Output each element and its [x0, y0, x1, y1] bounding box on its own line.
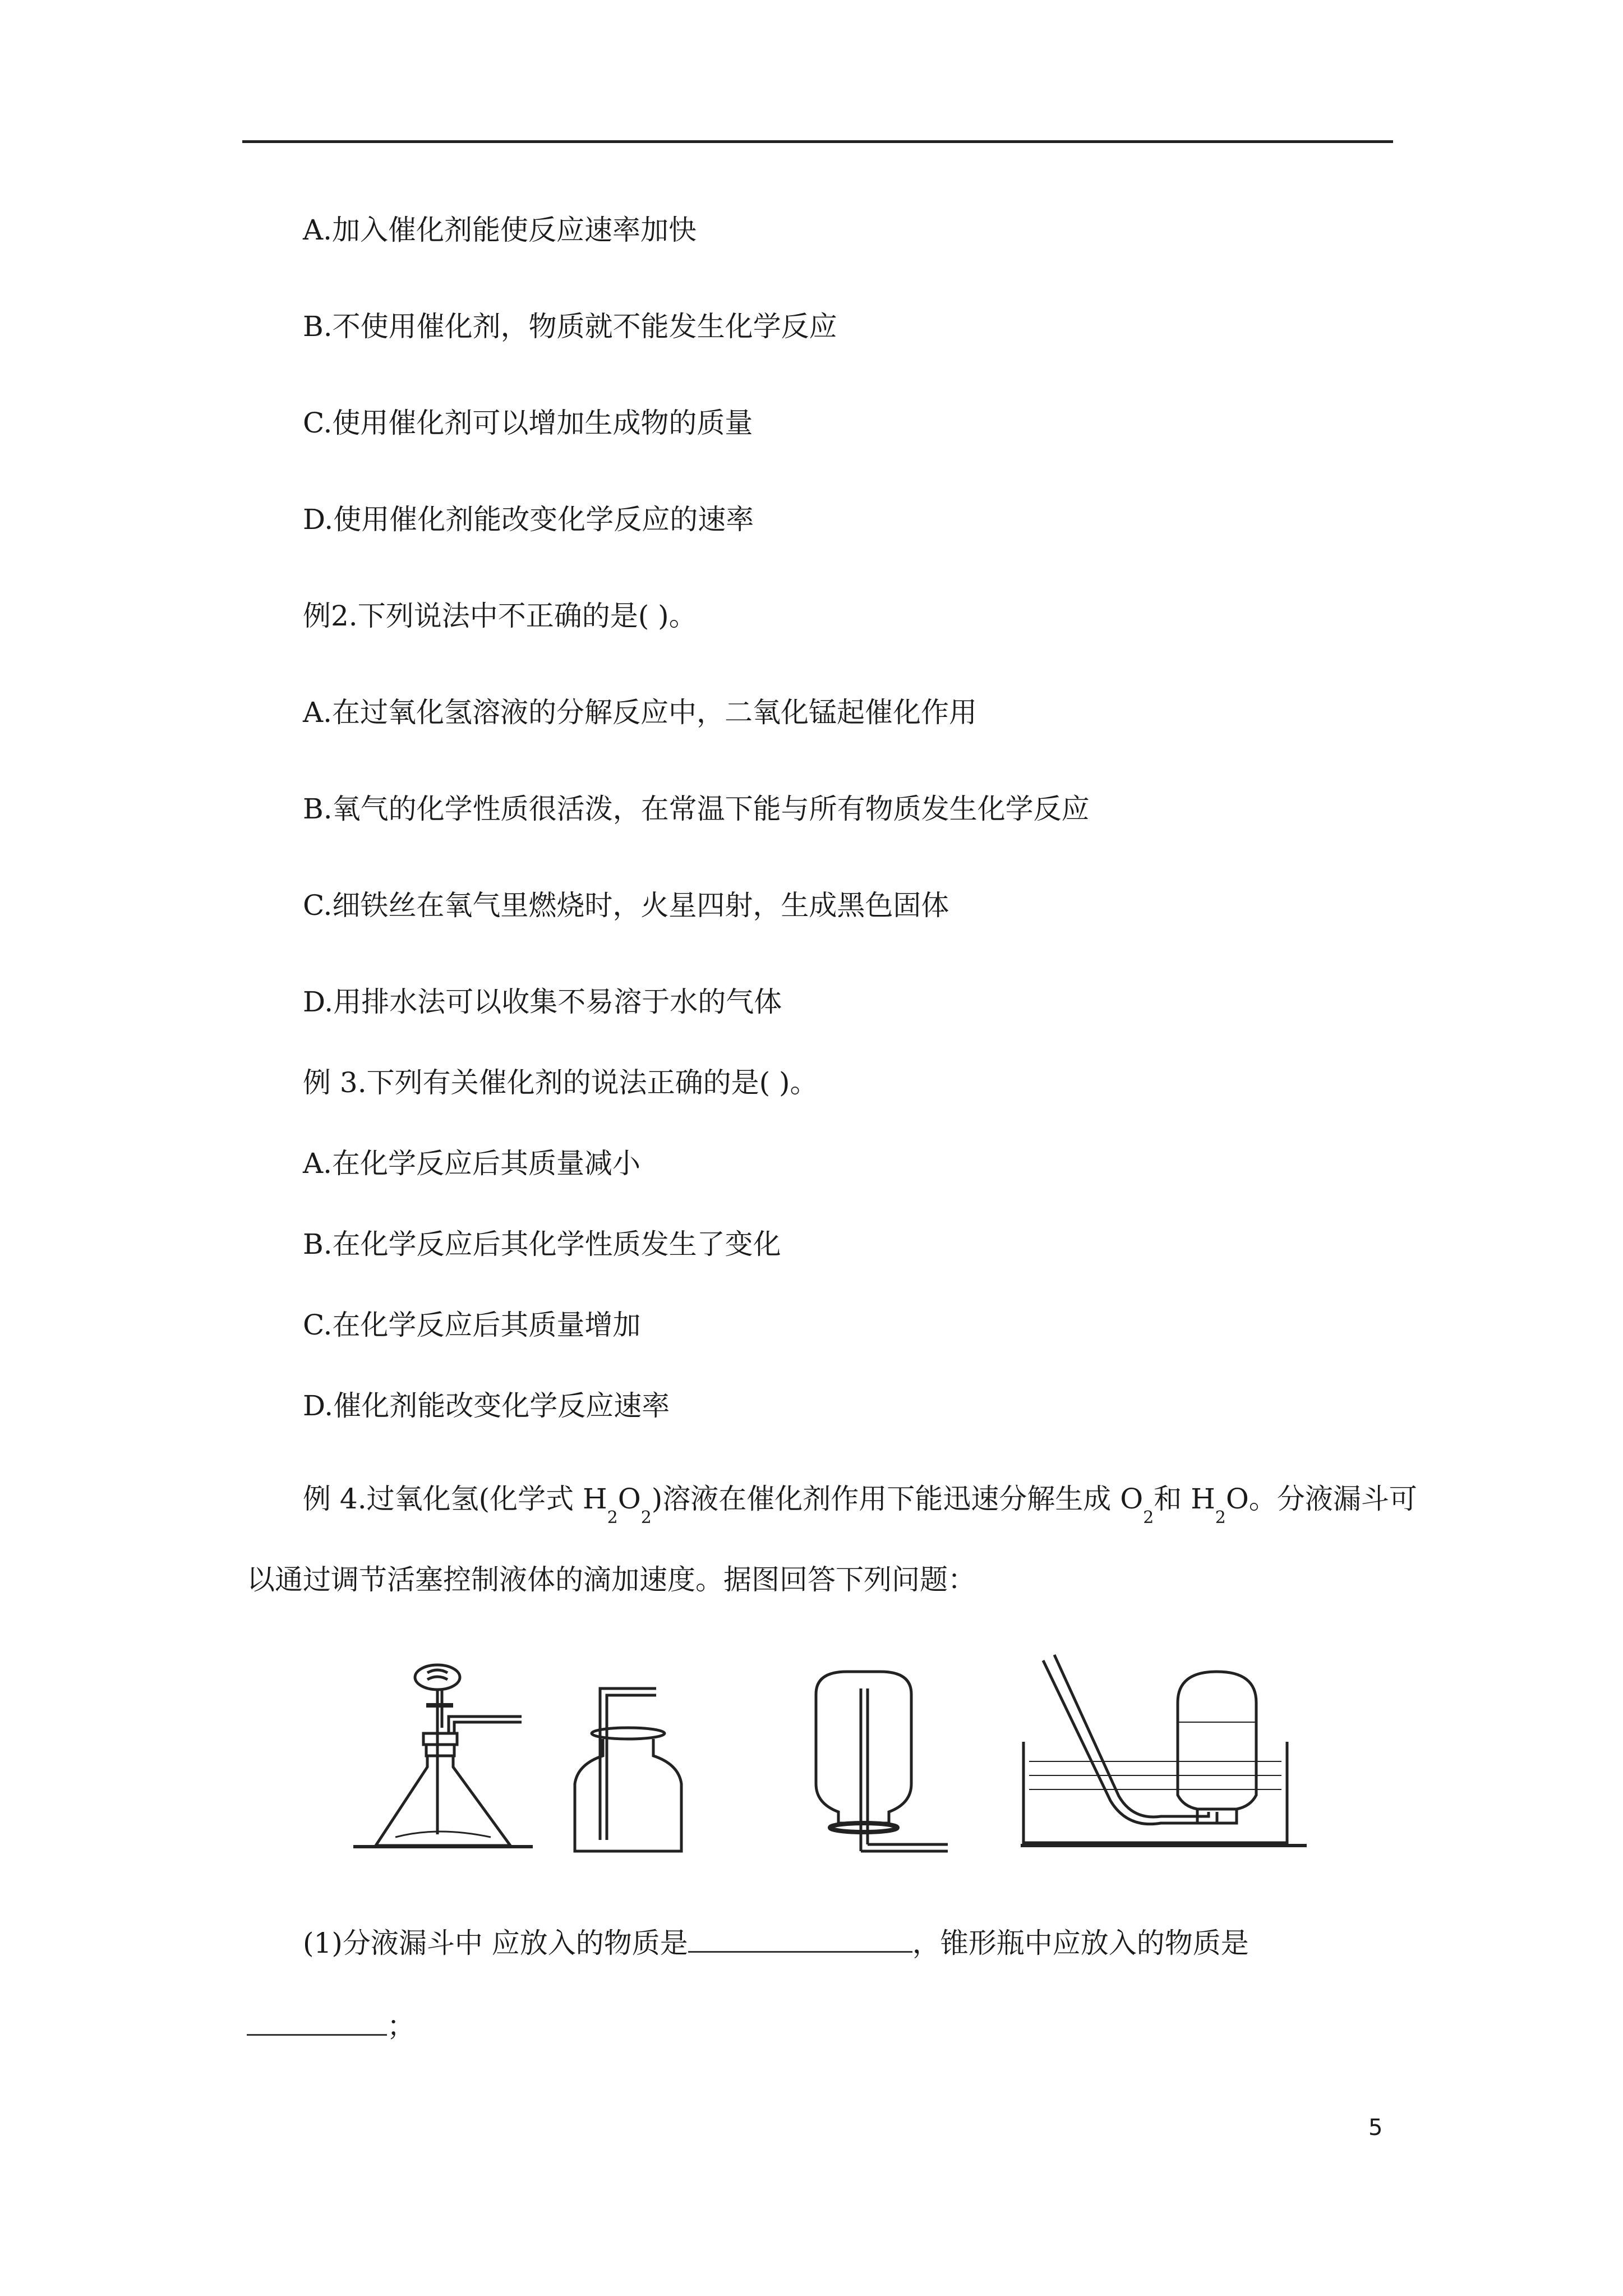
q2-option-c: C.细铁丝在氧气里燃烧时，火星四射，生成黑色固体	[303, 889, 949, 922]
q2-option-a: A.在过氧化氢溶液的分解反应中，二氧化锰起催化作用	[303, 696, 978, 729]
q1-option-b: B.不使用催化剂，物质就不能发生化学反应	[303, 310, 837, 343]
q4-sub-question-1-cont: ；	[247, 2008, 415, 2043]
q1-option-c: C.使用催化剂可以增加生成物的质量	[303, 407, 753, 439]
q2-stem: 例2.下列说法中不正确的是( )。	[303, 600, 697, 632]
q3-option-c: C.在化学反应后其质量增加	[303, 1309, 641, 1341]
q2-option-d: D.用排水法可以收集不易溶于水的气体	[303, 986, 782, 1018]
answer-blank-funnel[interactable]	[688, 1925, 912, 1953]
q1-option-a: A.加入催化剂能使反应速率加快	[303, 214, 697, 246]
gas-bottle-inverted-drawing	[816, 1672, 948, 1851]
q3-stem: 例 3.下列有关催化剂的说法正确的是( )。	[303, 1066, 818, 1099]
q4-stem-line2: 以通过调节活塞控制液体的滴加速度。据图回答下列问题：	[247, 1563, 976, 1596]
q1-option-d: D.使用催化剂能改变化学反应的速率	[303, 503, 754, 536]
apparatus-figure	[353, 1649, 1318, 1862]
page-number: 5	[1368, 2115, 1383, 2141]
header-rule	[242, 140, 1393, 143]
gas-bottle-upright-drawing	[575, 1688, 681, 1851]
q3-option-b: B.在化学反应后其化学性质发生了变化	[303, 1228, 781, 1260]
q2-option-b: B.氧气的化学性质很活泼，在常温下能与所有物质发生化学反应	[303, 793, 1090, 825]
q3-option-a: A.在化学反应后其质量减小	[303, 1147, 641, 1180]
flask-with-funnel-drawing	[353, 1665, 533, 1847]
answer-blank-flask[interactable]	[247, 2008, 387, 2036]
q4-sub-question-1: (1)分液漏斗中 应放入的物质是 ，锥形瓶中应放入的物质是	[303, 1925, 1249, 1960]
q4-stem: 例 4.过氧化氢(化学式 $H_2O_2$)溶液在催化剂作用下能迅速分解生成 $O_2$和 $H_2O$。分液漏斗可	[303, 1483, 1417, 1527]
water-trough-drawing	[1021, 1655, 1307, 1846]
q3-option-d: D.催化剂能改变化学反应速率	[303, 1389, 670, 1422]
